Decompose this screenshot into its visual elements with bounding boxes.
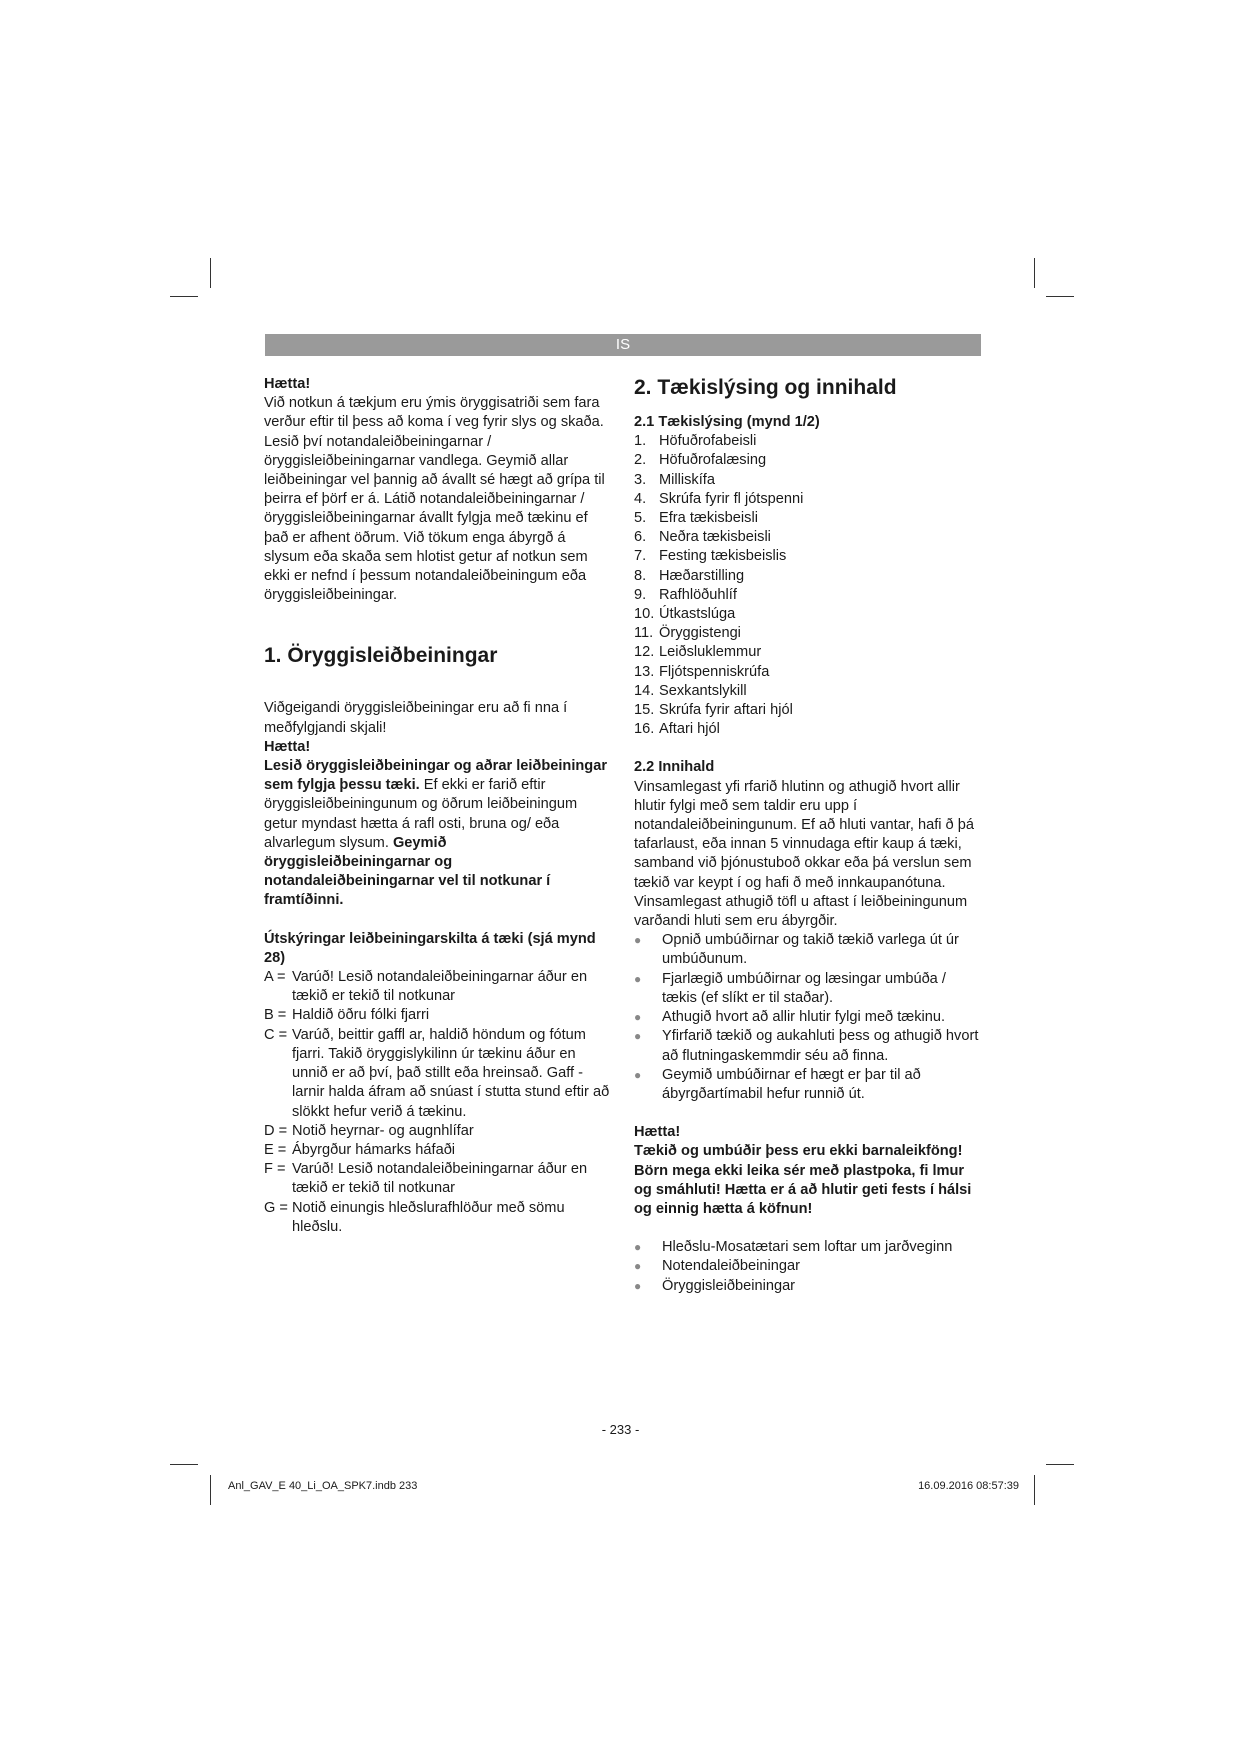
list-item: ● Yfirfarið tækið og aukahluti þess og athugið hvort að flutningaskemmdir séu að finna. (634, 1027, 984, 1065)
sign-key: A = (264, 969, 286, 986)
bullet-icon: ● (634, 933, 642, 948)
crop-mark (1046, 1464, 1074, 1465)
section1-normal: Ef ekki er farið eftir öryggisleiðbeiningunum og öðrum leiðbeiningum getur myndast hætta á rafl osti, bruna og/ eða alvarlegum slysum. (264, 777, 578, 851)
sign-item (264, 1122, 614, 1141)
file-name: Anl_GAV_E 40_Li_OA_SPK7.indb 233 (228, 1480, 418, 1492)
warning-heading: Hætta! (634, 1124, 681, 1141)
crop-mark (210, 1475, 211, 1505)
list-item: ● Hleðslu-Mosatætari sem loftar um jarðveginn (634, 1238, 984, 1257)
sign-item (264, 1006, 614, 1025)
sign-key: B = (264, 1007, 287, 1024)
section2-title: 2. Tækislýsing og innihald (634, 376, 897, 399)
package-contents (634, 1238, 984, 1296)
section1-title: 1. Öryggisleiðbeiningar (264, 644, 498, 668)
section1-paragraph: Viðgeigandi öryggisleiðbeiningar eru að fi nna í meðfylgjandi skjali! (264, 700, 568, 736)
sign-key: F = (264, 1161, 286, 1178)
sign-key: G = (264, 1199, 288, 1216)
section1-bold-1: Lesið öryggisleiðbeiningar og aðrar leiðbeiningar sem fylgja þessu tæki. (264, 758, 608, 794)
list-item: 5. Efra tækisbeisli (634, 510, 758, 527)
list-item: ● Öryggisleiðbeiningar (634, 1277, 984, 1296)
list-item: 14. Sexkantslykill (634, 682, 747, 699)
sign-text: Haldið öðru fólki fjarri (292, 1007, 430, 1024)
crop-mark (1046, 296, 1074, 297)
bullet-icon: ● (634, 971, 642, 986)
bullet-icon: ● (634, 1067, 642, 1082)
list-item: ● Notendaleiðbeiningar (634, 1257, 984, 1276)
sign-text: Ábyrgður hámarks háfaði (292, 1141, 456, 1158)
list-item: 2. Höfuðrofalæsing (634, 452, 767, 469)
list-item: ● Opnið umbúðirnar og takið tækið varlega út úr umbúðunum. (634, 931, 984, 969)
sign-text: Varúð, beittir gaffl ar, haldið höndum og fótum fjarri. Takið öryggislykilinn úr tækinu áður en unnið er að því, það stillt eða hreinsað. Gaff -larnir halda áfram að snúast í stutta stund eftir að slökkt hefur verið á tækinu. (292, 1026, 610, 1120)
list-item: 7. Festing tækisbeislis (634, 548, 787, 565)
sign-item (264, 1141, 614, 1160)
section1-body (264, 757, 614, 911)
list-item: 6. Neðra tækisbeisli (634, 529, 771, 546)
sign-text: Notið einungis hleðslurafhlöður með sömu hleðslu. (292, 1199, 565, 1235)
bullet-icon: ● (634, 1029, 642, 1044)
list-item: 13. Fljótspenniskrúfa (634, 663, 770, 680)
bullet-icon: ● (634, 1278, 642, 1293)
sign-item (264, 1160, 614, 1198)
intro-heading: Hætta! (264, 376, 311, 392)
sign-item (264, 1199, 614, 1237)
bullet-icon: ● (634, 1010, 642, 1025)
list-item: 16. Aftari hjól (634, 721, 720, 738)
crop-mark (210, 258, 211, 288)
sign-text: Varúð! Lesið notandaleiðbeiningarnar áður en tækið er tekið til notkunar (292, 1161, 588, 1197)
list-item: 8. Hæðarstilling (634, 567, 745, 584)
list-item: 15. Skrúfa fyrir aftari hjól (634, 702, 793, 719)
print-timestamp: 16.09.2016 08:57:39 (918, 1480, 1019, 1492)
section1-bold-2: Geymið öryggisleiðbeiningarnar og notandaleiðbeiningarnar vel til notkunar í framtíðinni. (264, 834, 551, 909)
page-number: - 233 - (601, 1422, 640, 1437)
list-item: ● Fjarlægið umbúðirnar og læsingar umbúða / tækis (ef slíkt er til staðar). (634, 970, 984, 1008)
signs-heading: Útskýringar leiðbeiningarskilta á tæki (sjá mynd 28) (264, 930, 596, 966)
section1-warning: Hætta! (264, 738, 311, 755)
list-item: 3. Milliskífa (634, 471, 715, 488)
crop-mark (1034, 258, 1035, 288)
sign-text: Notið heyrnar- og augnhlífar (292, 1122, 474, 1139)
list-item: 11. Öryggistengi (634, 625, 741, 642)
bullet-icon: ● (634, 1240, 642, 1255)
contents-instructions: Vinsamlegast yfi rfarið hlutinn og athugið hvort allir hlutir fylgi með sem taldir eru upp í notandaleiðbeiningunum. Ef að hluti vantar, hafi ð þá tafarlaust, eða innan 5 vinnudaga eftir kaup á tæki, samband við þjónustuboð okkar eða þá verslun sem tækið var keypt í og hafi ð með innkaupanótuna. Vinsamlegast athugið töfl u aftast í leiðbeiningunum varðandi hluti sem eru ábyrgðir. (634, 778, 974, 930)
sign-key: D = (264, 1122, 288, 1139)
crop-mark (1034, 1475, 1035, 1505)
intro-text: Við notkun á tækjum eru ýmis öryggisatriði sem fara verður eftir til þess að koma í veg fyrir slys og skaða. Lesið því notandaleiðbeiningarnar / öryggisleiðbeiningarnar vandlega. Geymið allar leiðbeiningar vel þannig að ávallt sé hægt að grípa til þeirra ef þörf er á. Látið notandaleiðbeiningarnar / öryggisleiðbeiningarnar ávallt fylgja með tækinu ef það er afhent öðrum. Við tökum enga ábyrgð á slysum eða skaða sem hlotist getur af notkun sem ekki er nefnd í þessum notandaleiðbeiningum eða öryggisleiðbeiningar. (264, 395, 605, 604)
subsection-2-1-title: 2.1 Tækislýsing (mynd 1/2) (634, 414, 820, 430)
unpacking-steps (634, 931, 984, 1104)
list-item: 12. Leiðsluklemmur (634, 644, 762, 661)
parts-list (634, 432, 984, 739)
list-item: 9. Rafhlöðuhlíf (634, 586, 737, 603)
subsection-2-2-title: 2.2 Innihald (634, 759, 715, 776)
list-item: 1. Höfuðrofabeisli (634, 433, 757, 450)
list-item: 4. Skrúfa fyrir fl jótspenni (634, 490, 804, 507)
language-header-bar (265, 334, 981, 356)
crop-mark (170, 296, 198, 297)
list-item: ● Geymið umbúðirnar ef hægt er þar til að ábyrgðartímabil hefur runnið út. (634, 1066, 984, 1104)
list-item: 10. Útkastslúga (634, 606, 736, 623)
sign-key: E = (264, 1141, 287, 1158)
right-column (634, 375, 984, 1296)
language-code: IS (615, 336, 631, 353)
sign-item (264, 1026, 614, 1122)
signs-list (264, 968, 614, 1237)
warning-text: Tækið og umbúðir þess eru ekki barnaleikföng! Börn mega ekki leika sér með plastpoka, fi lmur og smáhluti! Hætta er á að hlutir geti fests í hálsi og einnig hætta á köfnun! (634, 1143, 972, 1217)
bullet-icon: ● (634, 1259, 642, 1274)
crop-mark (170, 1464, 198, 1465)
sign-item (264, 968, 614, 1006)
left-column (264, 375, 614, 1237)
list-item: ● Athugið hvort að allir hlutir fylgi með tækinu. (634, 1008, 984, 1027)
sign-key: C = (264, 1026, 288, 1043)
sign-text: Varúð! Lesið notandaleiðbeiningarnar áður en tækið er tekið til notkunar (292, 969, 588, 1005)
